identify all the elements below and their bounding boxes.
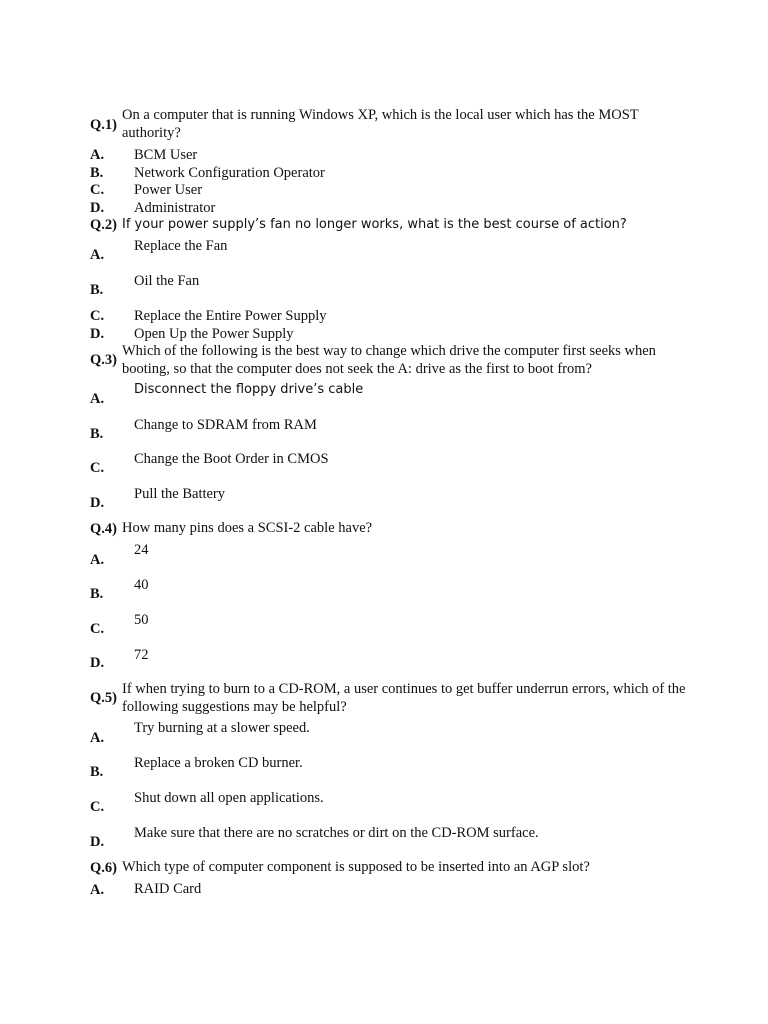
option-letter: D.: [90, 834, 105, 850]
option-text: Shut down all open applications.: [134, 790, 324, 806]
question-number: Q.6): [90, 860, 117, 876]
option-text: BCM User: [134, 147, 198, 163]
option-text: 72: [134, 647, 149, 663]
question-text: On a computer that is running Windows XP, which is the local user which has the MOST authority?: [122, 107, 639, 141]
question-number: Q.3): [90, 352, 117, 368]
option-letter: B.: [90, 282, 104, 298]
option-text: Pull the Battery: [134, 486, 226, 502]
question-text: If your power supply’s fan no longer works, what is the best course of action?: [122, 217, 627, 232]
question-text: How many pins does a SCSI-2 cable have?: [122, 520, 373, 536]
option-text: Make sure that there are no scratches or dirt on the CD-ROM surface.: [134, 825, 539, 841]
option-letter: A.: [90, 730, 105, 746]
option-letter: C.: [90, 182, 105, 198]
option-text: Oil the Fan: [134, 273, 200, 289]
option-letter: C.: [90, 799, 105, 815]
question-text: Which type of computer component is supposed to be inserted into an AGP slot?: [122, 859, 590, 875]
option-letter: D.: [90, 655, 105, 671]
option-letter: B.: [90, 586, 104, 602]
option-letter: A.: [90, 147, 105, 163]
option-letter: C.: [90, 308, 105, 324]
option-text: Change to SDRAM from RAM: [134, 417, 317, 433]
option-text: 40: [134, 577, 149, 593]
option-text: Replace the Fan: [134, 238, 228, 254]
option-letter: C.: [90, 621, 105, 637]
option-text: RAID Card: [134, 881, 202, 897]
option-text: 24: [134, 542, 149, 558]
option-letter: B.: [90, 764, 104, 780]
option-text: Power User: [134, 182, 203, 198]
option-letter: D.: [90, 495, 105, 511]
question-text: If when trying to burn to a CD-ROM, a user continues to get buffer underrun errors, which of the following suggestions may be helpful?: [122, 681, 686, 715]
option-text: Network Configuration Operator: [134, 165, 325, 181]
option-text: Replace the Entire Power Supply: [134, 308, 327, 324]
option-text: Administrator: [134, 200, 216, 216]
option-letter: B.: [90, 165, 104, 181]
option-text: 50: [134, 612, 149, 628]
option-text: Try burning at a slower speed.: [134, 720, 310, 736]
option-text: Replace a broken CD burner.: [134, 755, 303, 771]
option-text: Change the Boot Order in CMOS: [134, 451, 329, 467]
question-number: Q.1): [90, 117, 117, 133]
option-text: Disconnect the floppy drive’s cable: [134, 382, 364, 397]
option-letter: D.: [90, 326, 105, 342]
question-text: Which of the following is the best way to change which drive the computer first seeks when booting, so that the computer does not seek the A: drive as the first to boot from?: [122, 343, 656, 377]
option-letter: B.: [90, 426, 104, 442]
option-letter: A.: [90, 247, 105, 263]
option-letter: D.: [90, 200, 105, 216]
question-number: Q.4): [90, 521, 117, 537]
option-letter: A.: [90, 391, 105, 407]
option-letter: C.: [90, 460, 105, 476]
option-text: Open Up the Power Supply: [134, 326, 294, 342]
question-number: Q.5): [90, 690, 117, 706]
option-letter: A.: [90, 882, 105, 898]
question-number: Q.2): [90, 217, 117, 233]
option-letter: A.: [90, 552, 105, 568]
